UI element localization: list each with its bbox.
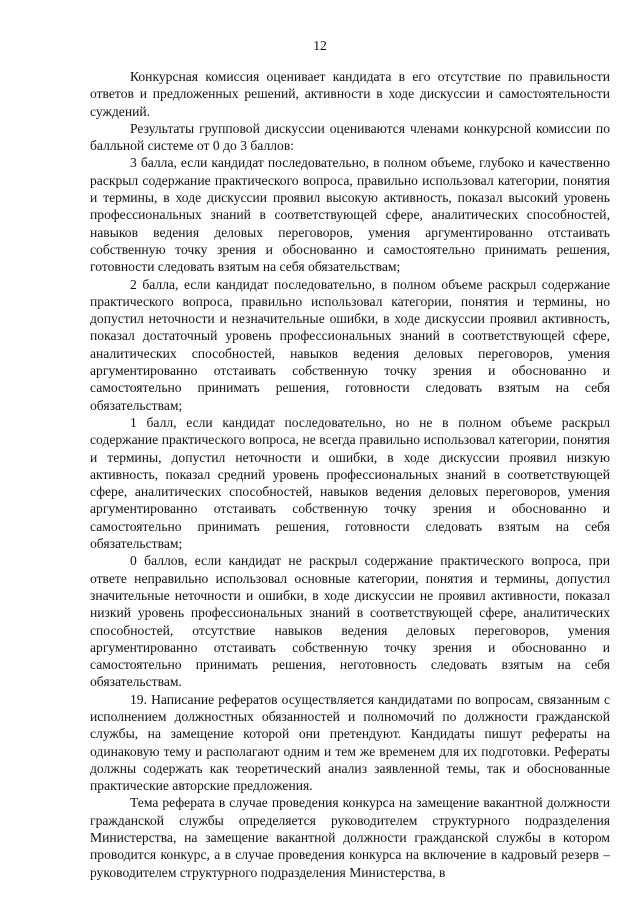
paragraph-score-1: 1 балл, если кандидат последовательно, но не в полном объеме раскрыл содержание практического вопроса, не всегда правильно использовал категории, понятия и термины, допустил неточности и ошибки, в ходе дискуссии проявил низкую активность, показал средний уровень профессиональных знаний в соответствующей сфере, аналитических способностей, навыков ведения деловых переговоров, умения аргументированно отстаивать собственную точку зрения и обоснованно и самостоятельно принимать решения, готовности следовать взятым на себя обязательствам; (90, 414, 610, 552)
page-number: 12 (313, 38, 327, 53)
paragraph-score-2: 2 балла, если кандидат последовательно, в полном объеме раскрыл содержание практического вопроса, правильно использовал категории, понятия и термины, но допустил неточности и незначительные ошибки, в ходе дискуссии проявил активность, показал достаточный уровень профессиональных знаний в соответствующей сфере, аналитических способностей, навыков ведения деловых переговоров, умения аргументированно отстаивать собственную точку зрения и обоснованно и самостоятельно принимать решения, готовности следовать взятым на себя обязательствам; (90, 276, 610, 413)
paragraph-scoring-system: Результаты групповой дискуссии оцениваются членами конкурсной комиссии по балльной системе от 0 до 3 баллов: (90, 120, 610, 154)
document-body (90, 68, 610, 881)
paragraph-section-19: 19. Написание рефератов осуществляется кандидатами по вопросам, связанным с исполнением должностных обязанностей и полномочий по должности гражданской службы, на замещение которой они претендуют. Кандидаты пишут рефераты на одинаковую тему и располагают одним и тем же временем для их подготовки. Рефераты должны содержать как теоретический анализ заявленной темы, так и обоснованные практические авторские предложения. (90, 691, 610, 794)
paragraph-essay-topic: Тема реферата в случае проведения конкурса на замещение вакантной должности гражданской службы определяется руководителем структурного подразделения Министерства, на замещение вакантной должности гражданской службы в котором проводится конкурс, а в случае проведения конкурса на включение в кадровый резерв – руководителем структурного подразделения Министерства, в (90, 795, 610, 880)
paragraph-score-0: 0 баллов, если кандидат не раскрыл содержание практического вопроса, при ответе неправильно использовал основные категории, понятия и термины, допустил значительные неточности и ошибки, в ходе дискуссии не проявил активности, показал низкий уровень профессиональных знаний в соответствующей сфере, аналитических способностей, отсутствие навыков ведения деловых переговоров, умения аргументированно отстаивать собственную точку зрения и обоснованно и самостоятельно принимать решения, неготовность следовать взятым на себя обязательствам. (90, 553, 610, 690)
paragraph-score-3: 3 балла, если кандидат последовательно, в полном объеме, глубоко и качественно раскрыл содержание практического вопроса, правильно использовал категории, понятия и термины, в ходе дискуссии проявил высокую активность, показал высокий уровень профессиональных знаний в соответствующей сфере, аналитических способностей, навыков ведения деловых переговоров, умения аргументированно отстаивать собственную точку зрения и обоснованно и самостоятельно принимать решения, готовности следовать взятым на себя обязательствам; (90, 155, 610, 275)
paragraph-evaluation-intro: Конкурсная комиссия оценивает кандидата в его отсутствие по правильности ответов и предложенных решений, активности в ходе дискуссии и самостоятельности суждений. (90, 69, 610, 119)
